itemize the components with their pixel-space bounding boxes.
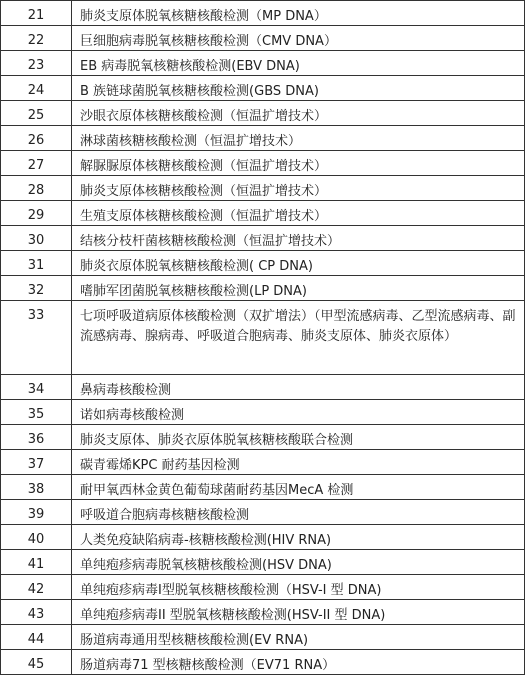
table-row xyxy=(1,76,525,101)
table-row xyxy=(1,126,525,151)
test-name: 肺炎支原体核糖核酸检测（恒温扩增技术） xyxy=(72,176,525,200)
table-row xyxy=(1,375,525,400)
test-name: 呼吸道合胞病毒核糖核酸检测 xyxy=(72,500,525,524)
test-name: B 族链球菌脱氧核糖核酸检测(GBS DNA) xyxy=(72,76,525,100)
row-number: 24 xyxy=(1,76,72,100)
test-name: 七项呼吸道病原体核酸检测（双扩增法）（甲型流感病毒、乙型流感病毒、副流感病毒、腺病毒、呼吸道合胞病毒、肺炎支原体、肺炎衣原体） xyxy=(72,301,525,374)
table-row xyxy=(1,475,525,500)
row-number: 41 xyxy=(1,550,72,574)
table-row xyxy=(1,1,525,26)
table-row xyxy=(1,525,525,550)
test-name: 碳青霉烯KPC 耐药基因检测 xyxy=(72,450,525,474)
row-number: 25 xyxy=(1,101,72,125)
test-name: 鼻病毒核酸检测 xyxy=(72,375,525,399)
row-number: 38 xyxy=(1,475,72,499)
row-number: 32 xyxy=(1,276,72,300)
table-row xyxy=(1,425,525,450)
row-number: 27 xyxy=(1,151,72,175)
row-number: 26 xyxy=(1,126,72,150)
table-row xyxy=(1,500,525,525)
table-row xyxy=(1,400,525,425)
test-name: 沙眼衣原体核糖核酸检测（恒温扩增技术） xyxy=(72,101,525,125)
test-name: 嗜肺军团菌脱氧核糖核酸检测(LP DNA) xyxy=(72,276,525,300)
table-row xyxy=(1,625,525,650)
row-number: 30 xyxy=(1,226,72,250)
row-number: 43 xyxy=(1,600,72,624)
test-name: 肠道病毒通用型核糖核酸检测(EV RNA) xyxy=(72,625,525,649)
test-name: 肺炎支原体、肺炎衣原体脱氧核糖核酸联合检测 xyxy=(72,425,525,449)
test-name: 单纯疱疹病毒脱氧核糖核酸检测(HSV DNA) xyxy=(72,550,525,574)
row-number: 34 xyxy=(1,375,72,399)
test-name: 结核分枝杆菌核糖核酸检测（恒温扩增技术） xyxy=(72,226,525,250)
row-number: 29 xyxy=(1,201,72,225)
row-number: 31 xyxy=(1,251,72,275)
test-name: 肺炎支原体脱氧核糖核酸检测（MP DNA） xyxy=(72,1,525,25)
row-number: 23 xyxy=(1,51,72,75)
row-number: 36 xyxy=(1,425,72,449)
table-row xyxy=(1,151,525,176)
table-row xyxy=(1,51,525,76)
table-row xyxy=(1,550,525,575)
table-row xyxy=(1,301,525,375)
row-number: 35 xyxy=(1,400,72,424)
test-name: 巨细胞病毒脱氧核糖核酸检测（CMV DNA） xyxy=(72,26,525,50)
row-number: 33 xyxy=(1,301,72,374)
test-name: 生殖支原体核糖核酸检测（恒温扩增技术） xyxy=(72,201,525,225)
test-name: 单纯疱疹病毒II 型脱氧核糖核酸检测(HSV-II 型 DNA) xyxy=(72,600,525,624)
test-name: 单纯疱疹病毒Ⅰ型脱氧核糖核酸检测（HSV-I 型 DNA) xyxy=(72,575,525,599)
row-number: 40 xyxy=(1,525,72,549)
test-name: 淋球菌核糖核酸检测（恒温扩增技术） xyxy=(72,126,525,150)
row-number: 37 xyxy=(1,450,72,474)
test-name: 人类免疫缺陷病毒-核糖核酸检测(HIV RNA) xyxy=(72,525,525,549)
row-number: 45 xyxy=(1,650,72,674)
test-name: 耐甲氧西林金黄色葡萄球菌耐药基因MecA 检测 xyxy=(72,475,525,499)
row-number: 28 xyxy=(1,176,72,200)
table-row xyxy=(1,650,525,675)
table-row xyxy=(1,226,525,251)
table-row xyxy=(1,201,525,226)
table-row xyxy=(1,600,525,625)
table-row xyxy=(1,176,525,201)
test-name: EB 病毒脱氧核糖核酸检测(EBV DNA) xyxy=(72,51,525,75)
table-row xyxy=(1,575,525,600)
table-row xyxy=(1,276,525,301)
row-number: 42 xyxy=(1,575,72,599)
row-number: 22 xyxy=(1,26,72,50)
row-number: 44 xyxy=(1,625,72,649)
table-row xyxy=(1,26,525,51)
test-name: 肺炎衣原体脱氧核糖核酸检测( CP DNA) xyxy=(72,251,525,275)
table-row xyxy=(1,251,525,276)
test-name: 诺如病毒核酸检测 xyxy=(72,400,525,424)
test-name: 肠道病毒71 型核糖核酸检测（EV71 RNA） xyxy=(72,650,525,674)
test-name: 解脲脲原体核糖核酸检测（恒温扩增技术） xyxy=(72,151,525,175)
table-row xyxy=(1,450,525,475)
row-number: 21 xyxy=(1,1,72,25)
table-row xyxy=(1,101,525,126)
row-number: 39 xyxy=(1,500,72,524)
